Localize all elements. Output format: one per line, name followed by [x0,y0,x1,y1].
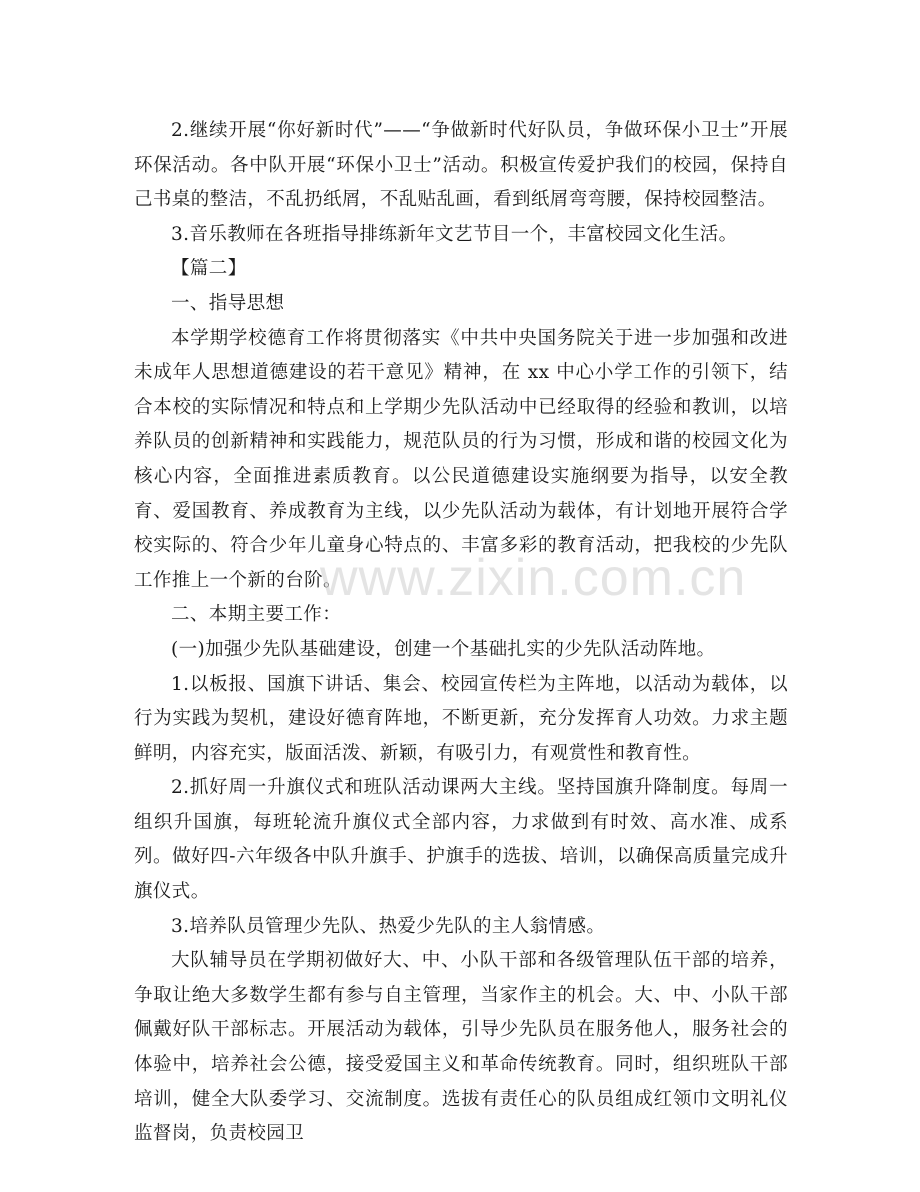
paragraph-guiding-ideology: 本学期学校德育工作将贯彻落实《中共中央国务院关于进一步加强和改进未成年人思想道德建设的若干意见》精神，在 xx 中心小学工作的引领下，结合本校的实际情况和特点和上学期少先队活动中已经取得的经验和教训，以培养队员的创新精神和实践能力，规范队员的行为习惯，形成和谐的校园文化为核心内容，全面推进素质教育。以公民道德建设实施纲要为指导，以安全教育、爱国教育、养成教育为主线，以少先队活动为载体，有计划地开展符合学校实际的、符合少年儿童身心特点的、丰富多彩的教育活动，把我校的少先队工作推上一个新的台阶。 [134,327,788,591]
document-page [134,114,788,1152]
paragraph-music-program: 3.音乐教师在各班指导排练新年文艺节目一个，丰富校园文化生活。 [171,223,738,245]
paragraph-bulletin-boards: 1.以板报、国旗下讲话、集会、校园宣传栏为主阵地，以活动为载体，以行为实践为契机，建设好德育阵地，不断更新，充分发挥育人功效。力求主题鲜明，内容充实，版面活泼、新颖，有吸引力，有观赏性和教育性。 [134,673,788,764]
paragraph-cadre-training: 大队辅导员在学期初做好大、中、小队干部和各级管理队伍干部的培养，争取让绝大多数学生都有参与自主管理，当家作主的机会。大、中、小队干部佩戴好队干部标志。开展活动为载体，引导少先队员在服务他人，服务社会的体验中，培养社会公德，接受爱国主义和革命传统教育。同时，组织班队干部培训，健全大队委学习、交流制度。选拔有责任心的队员组成红领巾文明礼仪监督岗，负责校园卫 [134,950,788,1145]
heading-main-work: 二、本期主要工作： [171,604,342,626]
paragraph-environment-activity: 2.继续开展“你好新时代”——“争做新时代好队员，争做环保小卫士”开展环保活动。各中队开展“环保小卫士”活动。积极宣传爱护我们的校园，保持自己书桌的整洁，不乱扔纸屑，不乱贴乱画，看到纸屑弯弯腰，保持校园整洁。 [134,120,788,211]
paragraph-ownership-feeling: 3.培养队员管理少先队、热爱少先队的主人翁情感。 [171,915,606,937]
subheading-foundation-building: (一)加强少先队基础建设，创建一个基础扎实的少先队活动阵地。 [171,638,716,660]
watermark: www.zixin.com.cn [320,549,747,607]
heading-guiding-ideology: 一、指导思想 [171,292,285,314]
paragraph-flag-ceremony: 2.抓好周一升旗仪式和班队活动课两大主线。坚持国旗升降制度。每周一组织升国旗，每班轮流升旗仪式全部内容，力求做到有时效、高水准、成系列。做好四-六年级各中队升旗手、护旗手的选拔、培训，以确保高质量完成升旗仪式。 [134,777,788,903]
section-heading-part-two: 【篇二】 [171,258,247,280]
